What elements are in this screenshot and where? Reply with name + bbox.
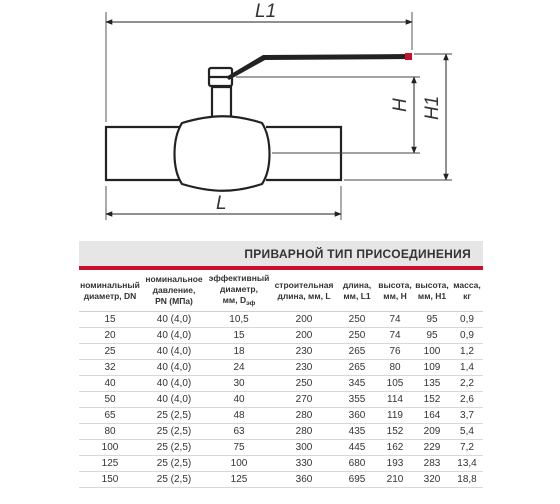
table-cell: 360 — [337, 408, 377, 424]
dimension-lines — [106, 22, 446, 214]
table-cell: 445 — [337, 440, 377, 456]
table-row — [79, 408, 483, 424]
table-cell: 265 — [337, 344, 377, 360]
table-cell: 114 — [377, 392, 413, 408]
table-cell: 193 — [377, 456, 413, 472]
column-header-line: давление, — [152, 285, 196, 295]
table-header-row — [79, 270, 483, 312]
table-cell: 320 — [413, 472, 451, 488]
section-title: ПРИВАРНОЙ ТИП ПРИСОЕДИНЕНИЯ — [244, 246, 471, 261]
table-cell: 250 — [337, 312, 377, 328]
table-cell: 1,2 — [451, 344, 483, 360]
table-cell: 25 (2,5) — [141, 408, 207, 424]
column-header-line: диаметр, — [220, 283, 258, 294]
table-cell: 74 — [377, 312, 413, 328]
column-header-line: диаметр, DN — [83, 290, 137, 301]
column-header-line: мм, D — [222, 294, 247, 305]
table-cell: 280 — [271, 408, 337, 424]
column-header — [337, 270, 377, 312]
table-cell: 229 — [413, 440, 451, 456]
valve-body — [106, 68, 341, 191]
table-cell: 63 — [207, 424, 271, 440]
column-header-line: мм, H — [383, 290, 407, 301]
table-cell: 40 (4,0) — [141, 392, 207, 408]
table-cell: 65 — [79, 408, 141, 424]
table-cell: 210 — [377, 472, 413, 488]
table-cell: 209 — [413, 424, 451, 440]
table-row — [79, 376, 483, 392]
section-title-bar — [79, 241, 483, 266]
table-cell: 345 — [337, 376, 377, 392]
table-cell: 330 — [271, 456, 337, 472]
extension-lines — [106, 12, 452, 220]
table-cell: 95 — [413, 312, 451, 328]
table-cell: 265 — [337, 360, 377, 376]
stem — [212, 87, 231, 117]
table-cell: 2,2 — [451, 376, 483, 392]
table-cell: 24 — [207, 360, 271, 376]
table-cell: 300 — [271, 440, 337, 456]
table-cell: 15 — [207, 328, 271, 344]
table-cell: 80 — [79, 424, 141, 440]
table-cell: 1,4 — [451, 360, 483, 376]
column-header-line: номинальное — [145, 274, 203, 284]
column-header — [413, 270, 451, 312]
table-cell: 10,5 — [207, 312, 271, 328]
valve-handle — [226, 53, 412, 80]
column-header-line: номинальный — [80, 279, 140, 290]
table-cell: 100 — [413, 344, 451, 360]
table-cell: 200 — [271, 328, 337, 344]
table-cell: 695 — [337, 472, 377, 488]
table-cell: 40 (4,0) — [141, 360, 207, 376]
table-cell: 680 — [337, 456, 377, 472]
table-cell: 40 — [79, 376, 141, 392]
column-header-line: высота, — [378, 279, 412, 290]
table-cell: 230 — [271, 360, 337, 376]
table-cell: 80 — [377, 360, 413, 376]
table-cell: 25 (2,5) — [141, 472, 207, 488]
table-cell: 152 — [377, 424, 413, 440]
column-header — [207, 270, 271, 312]
spec-table — [79, 270, 483, 488]
column-header-line: мм, L1 — [343, 290, 371, 301]
left-pipe — [106, 127, 179, 180]
table-cell: 50 — [79, 392, 141, 408]
table-cell: 30 — [207, 376, 271, 392]
column-header — [79, 270, 141, 312]
table-cell: 250 — [271, 376, 337, 392]
table-cell: 15 — [79, 312, 141, 328]
table-cell: 18 — [207, 344, 271, 360]
table-cell: 48 — [207, 408, 271, 424]
column-header-line: эффективный — [208, 272, 270, 283]
column-header-line: длина, — [342, 279, 372, 290]
table-row — [79, 328, 483, 344]
table-cell: 40 (4,0) — [141, 312, 207, 328]
column-header — [451, 270, 483, 312]
table-cell: 25 (2,5) — [141, 424, 207, 440]
table-cell: 76 — [377, 344, 413, 360]
table-cell: 119 — [377, 408, 413, 424]
table-cell: 360 — [271, 472, 337, 488]
table-cell: 32 — [79, 360, 141, 376]
column-header-line: длина, мм, L — [277, 290, 331, 301]
table-cell: 2,6 — [451, 392, 483, 408]
table-cell: 20 — [79, 328, 141, 344]
table-cell: 25 (2,5) — [141, 440, 207, 456]
table-cell: 200 — [271, 312, 337, 328]
column-header-line: строительная — [274, 279, 334, 290]
table-cell: 164 — [413, 408, 451, 424]
column-header — [271, 270, 337, 312]
table-row — [79, 360, 483, 376]
table-cell: 25 (2,5) — [141, 456, 207, 472]
table-row — [79, 456, 483, 472]
table-cell: 0,9 — [451, 328, 483, 344]
table-body — [79, 312, 483, 488]
table-cell: 40 (4,0) — [141, 344, 207, 360]
table-cell: 109 — [413, 360, 451, 376]
table-cell: 152 — [413, 392, 451, 408]
table-cell: 280 — [271, 424, 337, 440]
table-cell: 435 — [337, 424, 377, 440]
table-row — [79, 392, 483, 408]
column-header-line: масса, — [453, 279, 481, 290]
table-cell: 5,4 — [451, 424, 483, 440]
table-cell: 3,7 — [451, 408, 483, 424]
ball-valve-drawing — [0, 0, 560, 230]
table-cell: 250 — [337, 328, 377, 344]
table-row — [79, 440, 483, 456]
column-header-line: высота, — [415, 279, 449, 290]
table-cell: 150 — [79, 472, 141, 488]
center-ball — [175, 116, 270, 191]
table-cell: 125 — [79, 456, 141, 472]
table-cell: 95 — [413, 328, 451, 344]
table-cell: 100 — [207, 456, 271, 472]
column-header-subscript: эф — [246, 299, 256, 307]
table-row — [79, 312, 483, 328]
table-cell: 355 — [337, 392, 377, 408]
table-cell: 75 — [207, 440, 271, 456]
column-header — [377, 270, 413, 312]
table-cell: 74 — [377, 328, 413, 344]
table-cell: 25 — [79, 344, 141, 360]
dim-label-H1: H1 — [422, 95, 443, 120]
table-row — [79, 472, 483, 488]
table-cell: 230 — [271, 344, 337, 360]
column-header-line: мм, H1 — [417, 290, 447, 301]
table-cell: 13,4 — [451, 456, 483, 472]
table-cell: 162 — [377, 440, 413, 456]
dim-label-L1: L1 — [255, 1, 277, 22]
table-cell: 40 (4,0) — [141, 376, 207, 392]
table-cell: 40 (4,0) — [141, 328, 207, 344]
table-cell: 40 — [207, 392, 271, 408]
right-pipe — [266, 127, 341, 180]
table-cell: 105 — [377, 376, 413, 392]
table-cell: 125 — [207, 472, 271, 488]
table-cell: 100 — [79, 440, 141, 456]
dim-label-L: L — [216, 193, 227, 214]
column-header-line: PN (МПа) — [155, 296, 193, 306]
table-cell: 18,8 — [451, 472, 483, 488]
dim-label-H: H — [390, 98, 411, 112]
table-cell: 135 — [413, 376, 451, 392]
table-cell: 7,2 — [451, 440, 483, 456]
table-row — [79, 344, 483, 360]
table-cell: 283 — [413, 456, 451, 472]
table-row — [79, 424, 483, 440]
column-header-line: кг — [463, 290, 471, 301]
table-cell: 270 — [271, 392, 337, 408]
table-cell: 0,9 — [451, 312, 483, 328]
column-header — [141, 270, 207, 312]
